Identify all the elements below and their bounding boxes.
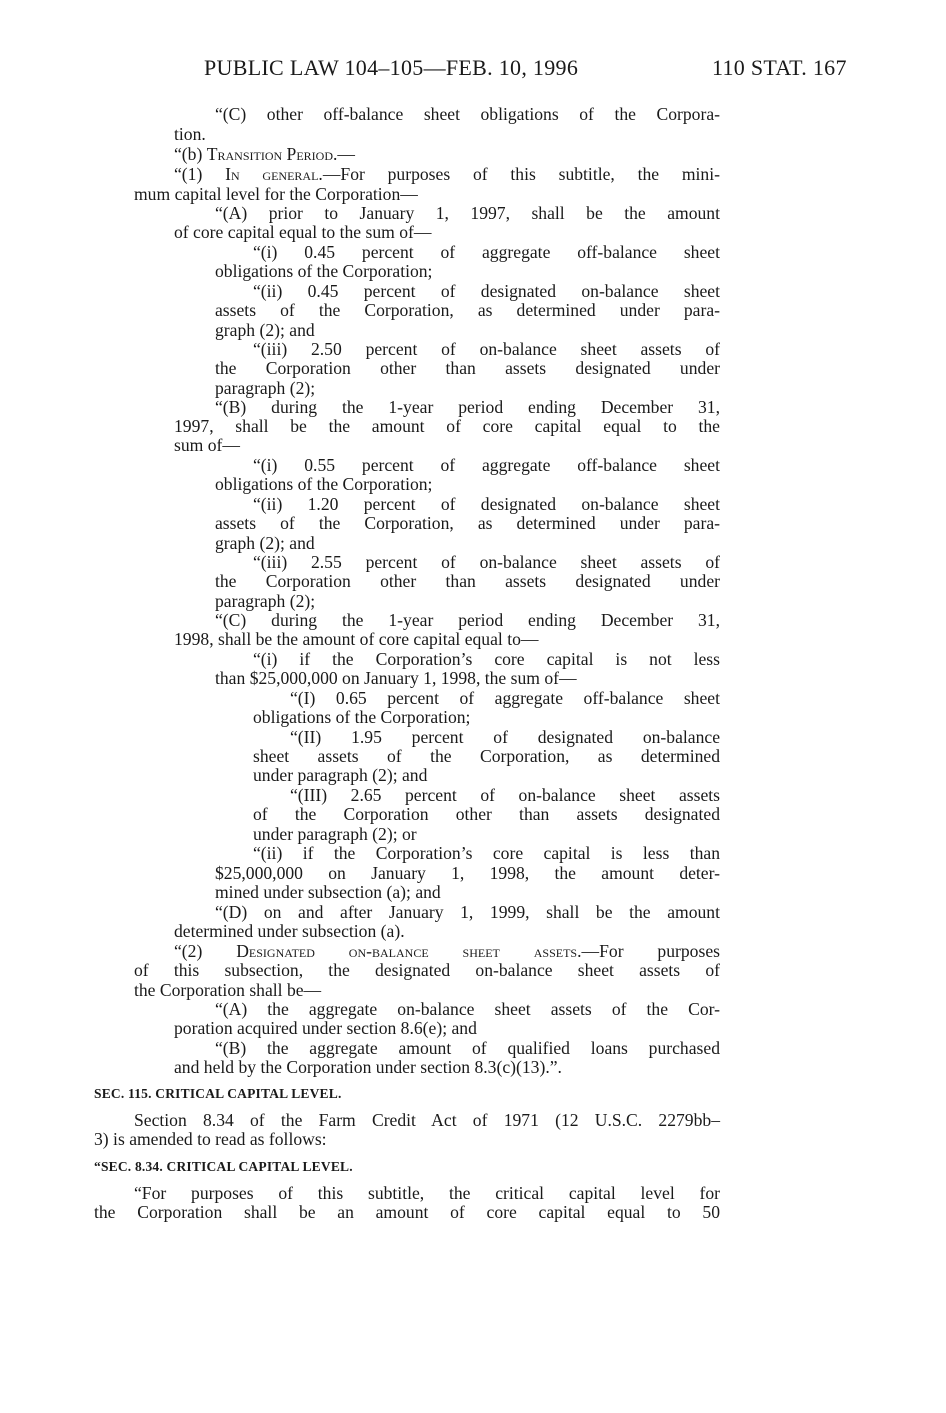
text-line: obligations of the Corporation;	[253, 707, 471, 727]
text-line: determined under subsection (a).	[174, 921, 405, 941]
text-line: tion.	[174, 124, 206, 144]
paragraph-label: “(1)	[174, 164, 203, 184]
text-line: $25,000,000 on January 1, 1998, the amount deter-	[215, 863, 720, 883]
text-line: “(i) if the Corporation’s core capital is not less	[253, 649, 720, 669]
section-heading: SEC. 115. CRITICAL CAPITAL LEVEL.	[94, 1086, 342, 1101]
text-line: paragraph (2);	[215, 378, 316, 398]
running-header-title: PUBLIC LAW 104–105—FEB. 10, 1996	[204, 55, 579, 80]
running-header-page: 110 STAT. 167	[712, 55, 847, 80]
text-line: “(i) 0.45 percent of aggregate off-balance sheet	[253, 242, 720, 262]
text-line: sheet assets of the Corporation, as determined	[253, 746, 720, 766]
text-line: “(ii) 0.45 percent of designated on-balance sheet	[253, 281, 720, 301]
text-line: mined under subsection (a); and	[215, 882, 441, 902]
text-line: assets of the Corporation, as determined under para-	[215, 513, 720, 533]
text-line: of the Corporation other than assets designated	[253, 804, 720, 824]
paragraph-heading	[174, 164, 720, 184]
text-line: under paragraph (2); or	[253, 824, 417, 844]
text-line: “(A) prior to January 1, 1997, shall be the amount	[215, 203, 720, 223]
text-line: sum of—	[174, 435, 240, 455]
text-line: “(A) the aggregate on-balance sheet assets of the Cor-	[215, 999, 720, 1019]
section-heading: “SEC. 8.34. CRITICAL CAPITAL LEVEL.	[94, 1159, 353, 1174]
text-line: of this subsection, the designated on-balance sheet assets of	[134, 960, 720, 980]
paragraph-text: —For purposes of this subtitle, the mini-	[322, 164, 720, 184]
text-line: the Corporation other than assets designated under	[215, 358, 720, 378]
text-line: “(II) 1.95 percent of designated on-balance	[290, 727, 720, 747]
text-line: “(ii) 1.20 percent of designated on-balance sheet	[253, 494, 720, 514]
text-line: “(iii) 2.55 percent of on-balance sheet assets of	[253, 552, 720, 572]
text-line: 3) is amended to read as follows:	[94, 1129, 327, 1149]
text-line: “(C) during the 1-year period ending December 31,	[215, 610, 720, 630]
text-line: the Corporation shall be an amount of core capital equal to 50	[94, 1202, 720, 1222]
text-line: the Corporation shall be—	[134, 980, 322, 1000]
text-line: 1997, shall be the amount of core capital equal to the	[174, 416, 720, 436]
text-line: under paragraph (2); and	[253, 765, 428, 785]
subsection-heading	[174, 144, 720, 164]
text-line: graph (2); and	[215, 320, 315, 340]
text-line: Section 8.34 of the Farm Credit Act of 1971 (12 U.S.C. 2279bb–	[134, 1110, 720, 1130]
paragraph-title: Designated on-balance sheet assets.	[236, 941, 582, 961]
text-line: mum capital level for the Corporation—	[134, 184, 418, 204]
text-line: poration acquired under section 8.6(e); and	[174, 1018, 477, 1038]
text-line: “For purposes of this subtitle, the critical capital level for	[134, 1183, 720, 1203]
text-line: 1998, shall be the amount of core capital equal to—	[174, 629, 539, 649]
text-line: paragraph (2);	[215, 591, 316, 611]
subsection-label: “(b)	[174, 144, 203, 164]
text-line: “(B) the aggregate amount of qualified loans purchased	[215, 1038, 720, 1058]
text-line: graph (2); and	[215, 533, 315, 553]
text-line: “(III) 2.65 percent of on-balance sheet assets	[290, 785, 720, 805]
text-line: obligations of the Corporation;	[215, 474, 433, 494]
text-line: “(D) on and after January 1, 1999, shall be the amount	[215, 902, 720, 922]
text-line: assets of the Corporation, as determined under para-	[215, 300, 720, 320]
text-line: the Corporation other than assets designated under	[215, 571, 720, 591]
paragraph-title: In general.	[225, 164, 323, 184]
paragraph-text: —For purposes	[581, 941, 720, 961]
paragraph-label: “(2)	[174, 941, 203, 961]
paragraph-heading	[174, 941, 720, 961]
text-line: of core capital equal to the sum of—	[174, 222, 432, 242]
em-dash: —	[337, 144, 355, 164]
text-line: and held by the Corporation under section 8.3(c)(13).”.	[174, 1057, 562, 1077]
text-line: “(i) 0.55 percent of aggregate off-balance sheet	[253, 455, 720, 475]
subsection-title: Transition Period.	[206, 144, 338, 164]
text-line: “(B) during the 1-year period ending December 31,	[215, 397, 720, 417]
text-line: “(iii) 2.50 percent of on-balance sheet assets of	[253, 339, 720, 359]
text-line: “(ii) if the Corporation’s core capital is less than	[253, 843, 720, 863]
text-line: “(C) other off-balance sheet obligations of the Corpora-	[215, 104, 720, 124]
text-line: “(I) 0.65 percent of aggregate off-balance sheet	[290, 688, 720, 708]
text-line: obligations of the Corporation;	[215, 261, 433, 281]
text-line: than $25,000,000 on January 1, 1998, the sum of—	[215, 668, 577, 688]
